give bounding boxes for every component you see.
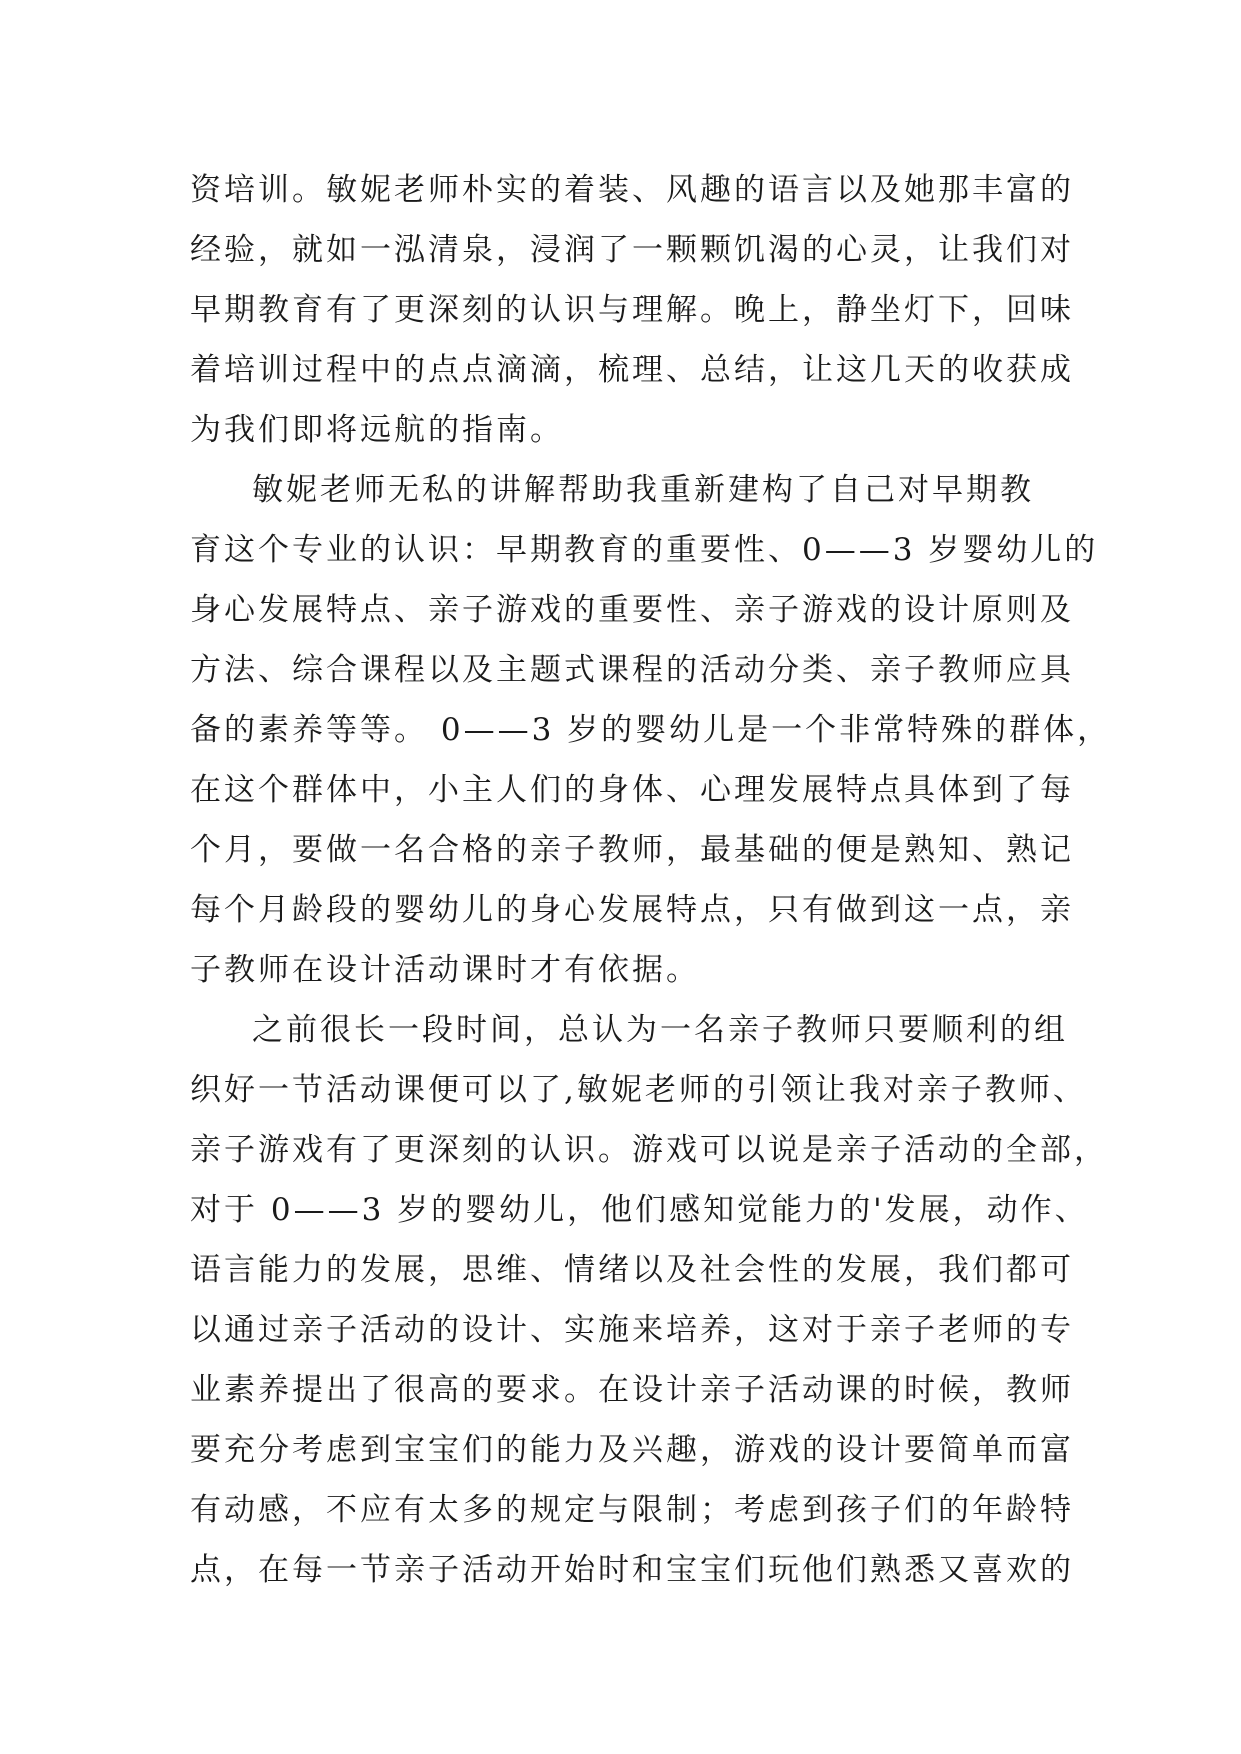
paragraph-line: 语言能力的发展，思维、情绪以及社会性的发展，我们都可	[190, 1252, 1074, 1288]
paragraph-line: 有动感，不应有太多的规定与限制；考虑到孩子们的年龄特	[190, 1492, 1074, 1528]
paragraph-first-line: 敏妮老师无私的讲解帮助我重新建构了自己对早期教	[252, 472, 1034, 508]
paragraph-line: 点，在每一节亲子活动开始时和宝宝们玩他们熟悉又喜欢的	[190, 1552, 1074, 1588]
paragraph-3	[190, 1000, 1108, 1600]
paragraph-line: 以通过亲子活动的设计、实施来培养，这对于亲子老师的专	[190, 1312, 1074, 1348]
paragraph-line: 备的素养等等。 0——3 岁的婴幼儿是一个非常特殊的群体，	[190, 712, 1112, 748]
paragraph-line: 早期教育有了更深刻的认识与理解。晚上，静坐灯下，回味	[190, 292, 1074, 328]
paragraph-line: 育这个专业的认识：早期教育的重要性、0——3 岁婴幼儿的	[190, 532, 1099, 568]
paragraph-line: 资培训。敏妮老师朴实的着装、风趣的语言以及她那丰富的	[190, 172, 1074, 208]
paragraph-line: 方法、综合课程以及主题式课程的活动分类、亲子教师应具	[190, 652, 1074, 688]
paragraph-line: 子教师在设计活动课时才有依据。	[190, 952, 700, 988]
paragraph-line: 织好一节活动课便可以了,敏妮老师的引领让我对亲子教师、	[190, 1072, 1087, 1108]
paragraph-line: 着培训过程中的点点滴滴，梳理、总结，让这几天的收获成	[190, 352, 1074, 388]
paragraph-line: 经验，就如一泓清泉，浸润了一颗颗饥渴的心灵，让我们对	[190, 232, 1074, 268]
paragraph-line: 每个月龄段的婴幼儿的身心发展特点，只有做到这一点，亲	[190, 892, 1074, 928]
paragraph-line: 为我们即将远航的指南。	[190, 412, 564, 448]
paragraph-line: 业素养提出了很高的要求。在设计亲子活动课的时候，教师	[190, 1372, 1074, 1408]
paragraph-2	[190, 460, 1112, 1000]
paragraph-line: 要充分考虑到宝宝们的能力及兴趣，游戏的设计要简单而富	[190, 1432, 1074, 1468]
paragraph-line: 亲子游戏有了更深刻的认识。游戏可以说是亲子活动的全部，	[190, 1132, 1108, 1168]
paragraph-line: 个月，要做一名合格的亲子教师，最基础的便是熟知、熟记	[190, 832, 1074, 868]
paragraph-line: 身心发展特点、亲子游戏的重要性、亲子游戏的设计原则及	[190, 592, 1074, 628]
paragraph-first-line: 之前很长一段时间，总认为一名亲子教师只要顺利的组	[252, 1012, 1068, 1048]
document-body	[190, 160, 1112, 1600]
paragraph-1	[190, 160, 1074, 460]
paragraph-line: 对于 0——3 岁的婴幼儿，他们感知觉能力的'发展，动作、	[190, 1192, 1089, 1228]
paragraph-line: 在这个群体中，小主人们的身体、心理发展特点具体到了每	[190, 772, 1074, 808]
